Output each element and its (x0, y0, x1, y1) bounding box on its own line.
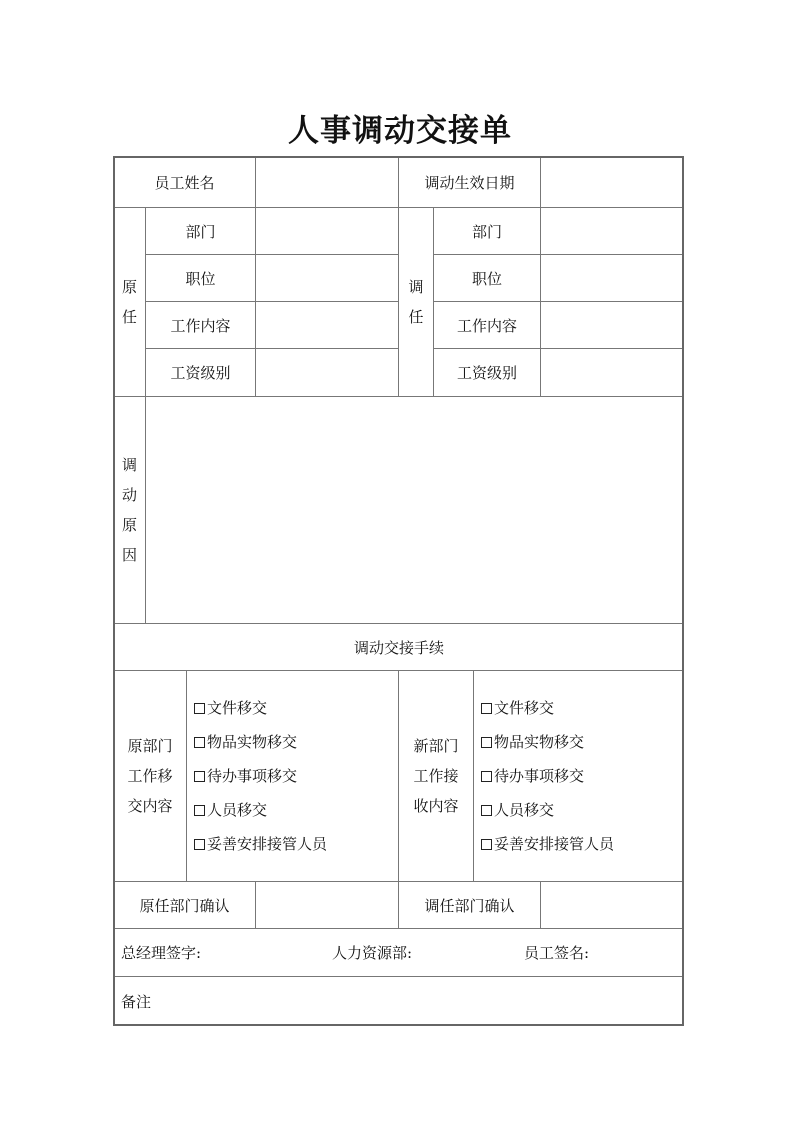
checkbox-icon[interactable] (194, 703, 205, 714)
original-handover-checklist (186, 670, 398, 881)
transfer-department-field[interactable] (540, 207, 684, 254)
checkbox-icon[interactable] (481, 771, 492, 782)
new-dept-handover-label (398, 670, 473, 881)
checkbox-icon[interactable] (194, 771, 205, 782)
transfer-salary-grade-field[interactable] (540, 348, 684, 396)
remarks-label: 备注 (121, 993, 152, 1011)
transfer-handover-form (113, 156, 684, 1026)
original-department-field[interactable] (255, 207, 398, 254)
employee-name-field[interactable] (255, 156, 398, 207)
checklist-item-label: 文件移交 (494, 699, 555, 717)
original-dept-line-3: 交内容 (127, 797, 173, 815)
checklist-item[interactable] (481, 691, 684, 725)
checkbox-icon[interactable] (481, 703, 492, 714)
checkbox-icon[interactable] (194, 839, 205, 850)
checkbox-icon[interactable] (194, 805, 205, 816)
checklist-item[interactable] (194, 759, 398, 793)
reason-char-3: 原 (121, 516, 137, 534)
checklist-item[interactable] (481, 759, 684, 793)
handover-section-title: 调动交接手续 (113, 623, 684, 670)
checkbox-icon[interactable] (481, 839, 492, 850)
checkbox-icon[interactable] (481, 737, 492, 748)
signature-row[interactable] (113, 928, 684, 976)
transfer-side-char-2: 任 (408, 308, 424, 326)
transfer-dept-confirm-label: 调任部门确认 (398, 881, 540, 928)
reason-char-4: 因 (121, 546, 137, 564)
transfer-reason-label (113, 396, 145, 623)
checklist-item-label: 待办事项移交 (494, 767, 585, 785)
original-salary-grade-field[interactable] (255, 348, 398, 396)
checklist-item[interactable] (194, 793, 398, 827)
checklist-item-label: 待办事项移交 (207, 767, 298, 785)
checklist-item[interactable] (194, 725, 398, 759)
checklist-item-label: 物品实物移交 (207, 733, 298, 751)
checkbox-icon[interactable] (481, 805, 492, 816)
original-dept-line-2: 工作移 (127, 767, 173, 785)
original-side-char-1: 原 (121, 278, 137, 296)
new-dept-line-2: 工作接 (413, 767, 459, 785)
transfer-salary-grade-label: 工资级别 (433, 348, 540, 396)
original-dept-confirm-field[interactable] (255, 881, 398, 928)
employee-signature-label: 员工签名: (524, 944, 590, 962)
effective-date-field[interactable] (540, 156, 684, 207)
checklist-item[interactable] (481, 793, 684, 827)
reason-char-1: 调 (121, 456, 137, 474)
checklist-item-label: 妥善安排接管人员 (494, 835, 615, 853)
original-position-label: 职位 (145, 254, 255, 301)
transfer-job-content-field[interactable] (540, 301, 684, 348)
original-position-side-label (113, 207, 145, 396)
original-job-content-label: 工作内容 (145, 301, 255, 348)
checklist-item[interactable] (194, 827, 398, 861)
effective-date-label: 调动生效日期 (398, 156, 540, 207)
original-side-char-2: 任 (121, 308, 137, 326)
transfer-reason-field[interactable] (145, 396, 684, 623)
new-dept-line-1: 新部门 (413, 737, 459, 755)
form-title: 人事调动交接单 (288, 113, 512, 149)
transfer-position-side-label (398, 207, 433, 396)
gm-signature-label: 总经理签字: (121, 944, 202, 962)
checklist-item[interactable] (481, 725, 684, 759)
transfer-dept-confirm-field[interactable] (540, 881, 684, 928)
original-dept-handover-label (113, 670, 186, 881)
checkbox-icon[interactable] (194, 737, 205, 748)
transfer-department-label: 部门 (433, 207, 540, 254)
checklist-item[interactable] (194, 691, 398, 725)
new-handover-checklist (473, 670, 684, 881)
hr-signature-label: 人力资源部: (332, 944, 413, 962)
reason-char-2: 动 (121, 486, 137, 504)
checklist-item-label: 文件移交 (207, 699, 268, 717)
checklist-item-label: 人员移交 (494, 801, 555, 819)
original-salary-grade-label: 工资级别 (145, 348, 255, 396)
checklist-item[interactable] (481, 827, 684, 861)
new-dept-line-3: 收内容 (413, 797, 459, 815)
transfer-side-char-1: 调 (408, 278, 424, 296)
employee-name-label: 员工姓名 (113, 156, 255, 207)
original-position-field[interactable] (255, 254, 398, 301)
transfer-position-label: 职位 (433, 254, 540, 301)
remarks-row[interactable] (113, 976, 684, 1026)
transfer-position-field[interactable] (540, 254, 684, 301)
checklist-item-label: 人员移交 (207, 801, 268, 819)
checklist-item-label: 妥善安排接管人员 (207, 835, 328, 853)
original-dept-line-1: 原部门 (127, 737, 173, 755)
original-dept-confirm-label: 原任部门确认 (113, 881, 255, 928)
original-department-label: 部门 (145, 207, 255, 254)
transfer-job-content-label: 工作内容 (433, 301, 540, 348)
original-job-content-field[interactable] (255, 301, 398, 348)
checklist-item-label: 物品实物移交 (494, 733, 585, 751)
